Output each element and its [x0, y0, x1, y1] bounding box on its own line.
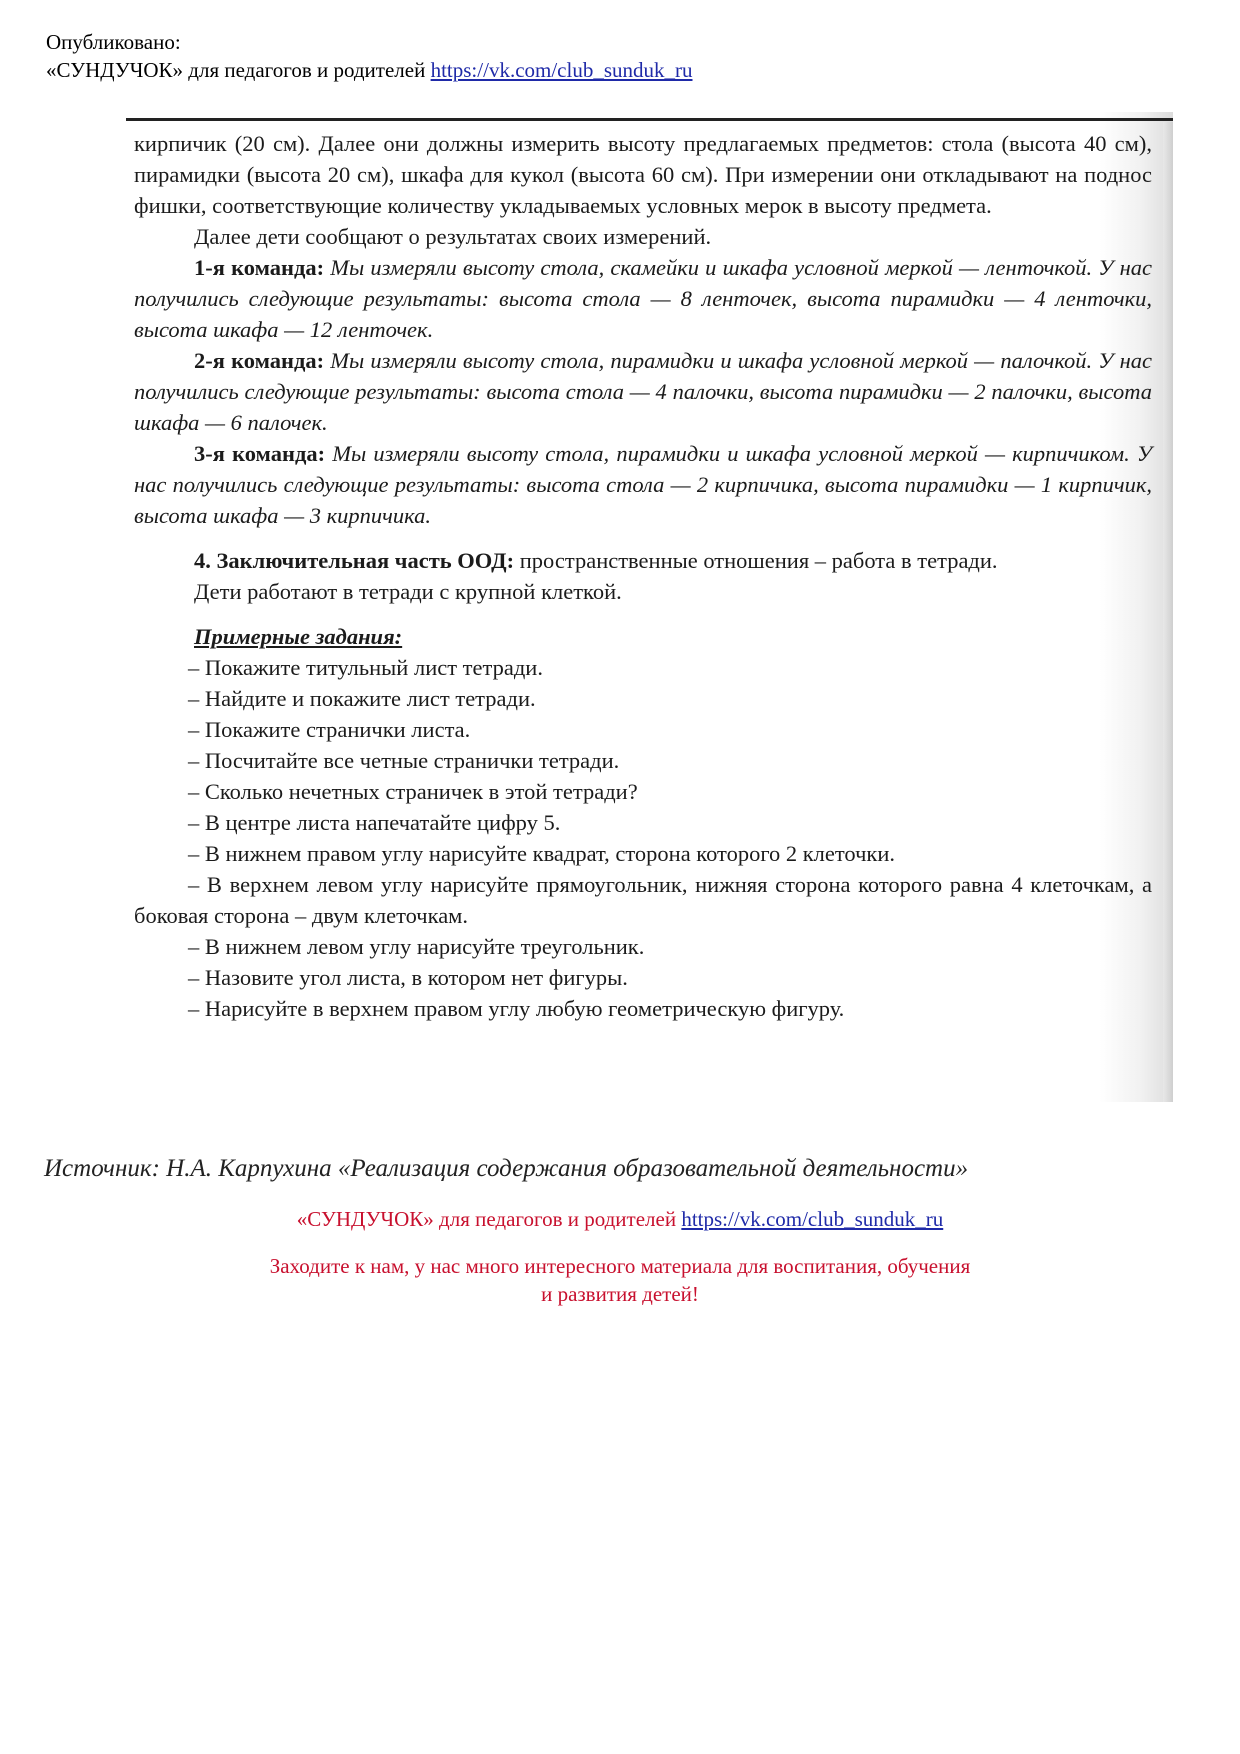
task-item: – В верхнем левом углу нарисуйте прямоугольник, нижняя сторона которого равна 4 клеточкам, а боковая сторона – двум клеточкам.	[134, 872, 1152, 928]
task-item: – Найдите и покажите лист тетради.	[188, 686, 536, 711]
team-1-text: Мы измеряли высоту стола, скамейки и шкафа условной меркой — ленточкой. У нас получились следующие результаты: высота стола — 8 ленточек, высота пирамидки — 4 ленточки, высота шкафа — 12 ленточек.	[134, 255, 1153, 342]
task-item: – Назовите угол листа, в котором нет фигуры.	[188, 965, 628, 990]
task-item: – Покажите титульный лист тетради.	[188, 655, 543, 680]
publisher-link[interactable]: https://vk.com/club_sunduk_ru	[430, 58, 693, 82]
source-citation: Источник: Н.А. Карпухина «Реализация содержания образовательной деятельности»	[44, 1155, 969, 1182]
task-item: – Нарисуйте в верхнем правом углу любую геометрическую фигуру.	[188, 996, 845, 1021]
task-item: – В нижнем правом углу нарисуйте квадрат, сторона которого 2 клеточки.	[188, 841, 896, 866]
publisher-line	[46, 56, 693, 84]
team-3-text: Мы измеряли высоту стола, пирамидки и шкафа условной меркой — кирпичиком. У нас получились следующие результаты: высота стола — 2 кирпичика, высота пирамидки — 1 кирпичик, высота шкафа — 3 кирпичика.	[134, 441, 1153, 528]
scan-content	[134, 128, 1152, 1024]
tasks-title: Примерные задания:	[194, 624, 403, 649]
published-label: Опубликовано:	[46, 30, 181, 54]
invite-line-1: Заходите к нам, у нас много интересного материала для воспитания, обучения	[269, 1254, 971, 1278]
invite-line-2: и развития детей!	[541, 1282, 699, 1306]
team-3-report	[134, 438, 1152, 531]
paragraph-report: Далее дети сообщают о результатах своих измерений.	[194, 224, 712, 249]
task-item: – Посчитайте все четные странички тетради.	[188, 748, 620, 773]
section-label: 4. Заключительная часть ООД:	[194, 548, 515, 573]
task-item: – Покажите странички листа.	[188, 717, 471, 742]
promo-link[interactable]: https://vk.com/club_sunduk_ru	[681, 1207, 944, 1231]
section-heading	[134, 545, 1152, 576]
team-1-label: 1-я команда:	[194, 255, 325, 280]
promo-line	[0, 1205, 1240, 1233]
task-item: – В центре листа напечатайте цифру 5.	[188, 810, 561, 835]
team-2-text: Мы измеряли высоту стола, пирамидки и шкафа условной меркой — палочкой. У нас получились следующие результаты: высота стола — 4 палочки, высота пирамидки — 2 палочки, высота шкафа — 6 палочек.	[134, 348, 1152, 435]
page-header	[46, 28, 693, 84]
team-2-report	[134, 345, 1152, 438]
paragraph-measure: кирпичик (20 см). Далее они должны измерить высоту предлагаемых предметов: стола (высота 40 см), пирамидки (высота 20 см), шкафа для кукол (высота 60 см). При измерении они откладывают на поднос фишки, соответствующие количеству укладываемых условных мерок в высоту предмета.	[134, 131, 1152, 218]
task-item: – Сколько нечетных страничек в этой тетради?	[188, 779, 638, 804]
top-rule	[126, 118, 1173, 121]
page-edge-shadow	[1163, 122, 1173, 1102]
publisher-name: «СУНДУЧОК» для педагогов и родителей	[46, 58, 431, 82]
team-1-report	[134, 252, 1152, 345]
section-subtext: Дети работают в тетради с крупной клеткой.	[194, 579, 622, 604]
task-item: – В нижнем левом углу нарисуйте треугольник.	[188, 934, 645, 959]
team-2-label: 2-я команда:	[194, 348, 325, 373]
section-text: пространственные отношения – работа в тетради.	[514, 548, 998, 573]
scanned-page	[126, 112, 1173, 1102]
team-3-label: 3-я команда:	[194, 441, 326, 466]
promo-name: «СУНДУЧОК» для педагогов и родителей	[296, 1207, 682, 1231]
